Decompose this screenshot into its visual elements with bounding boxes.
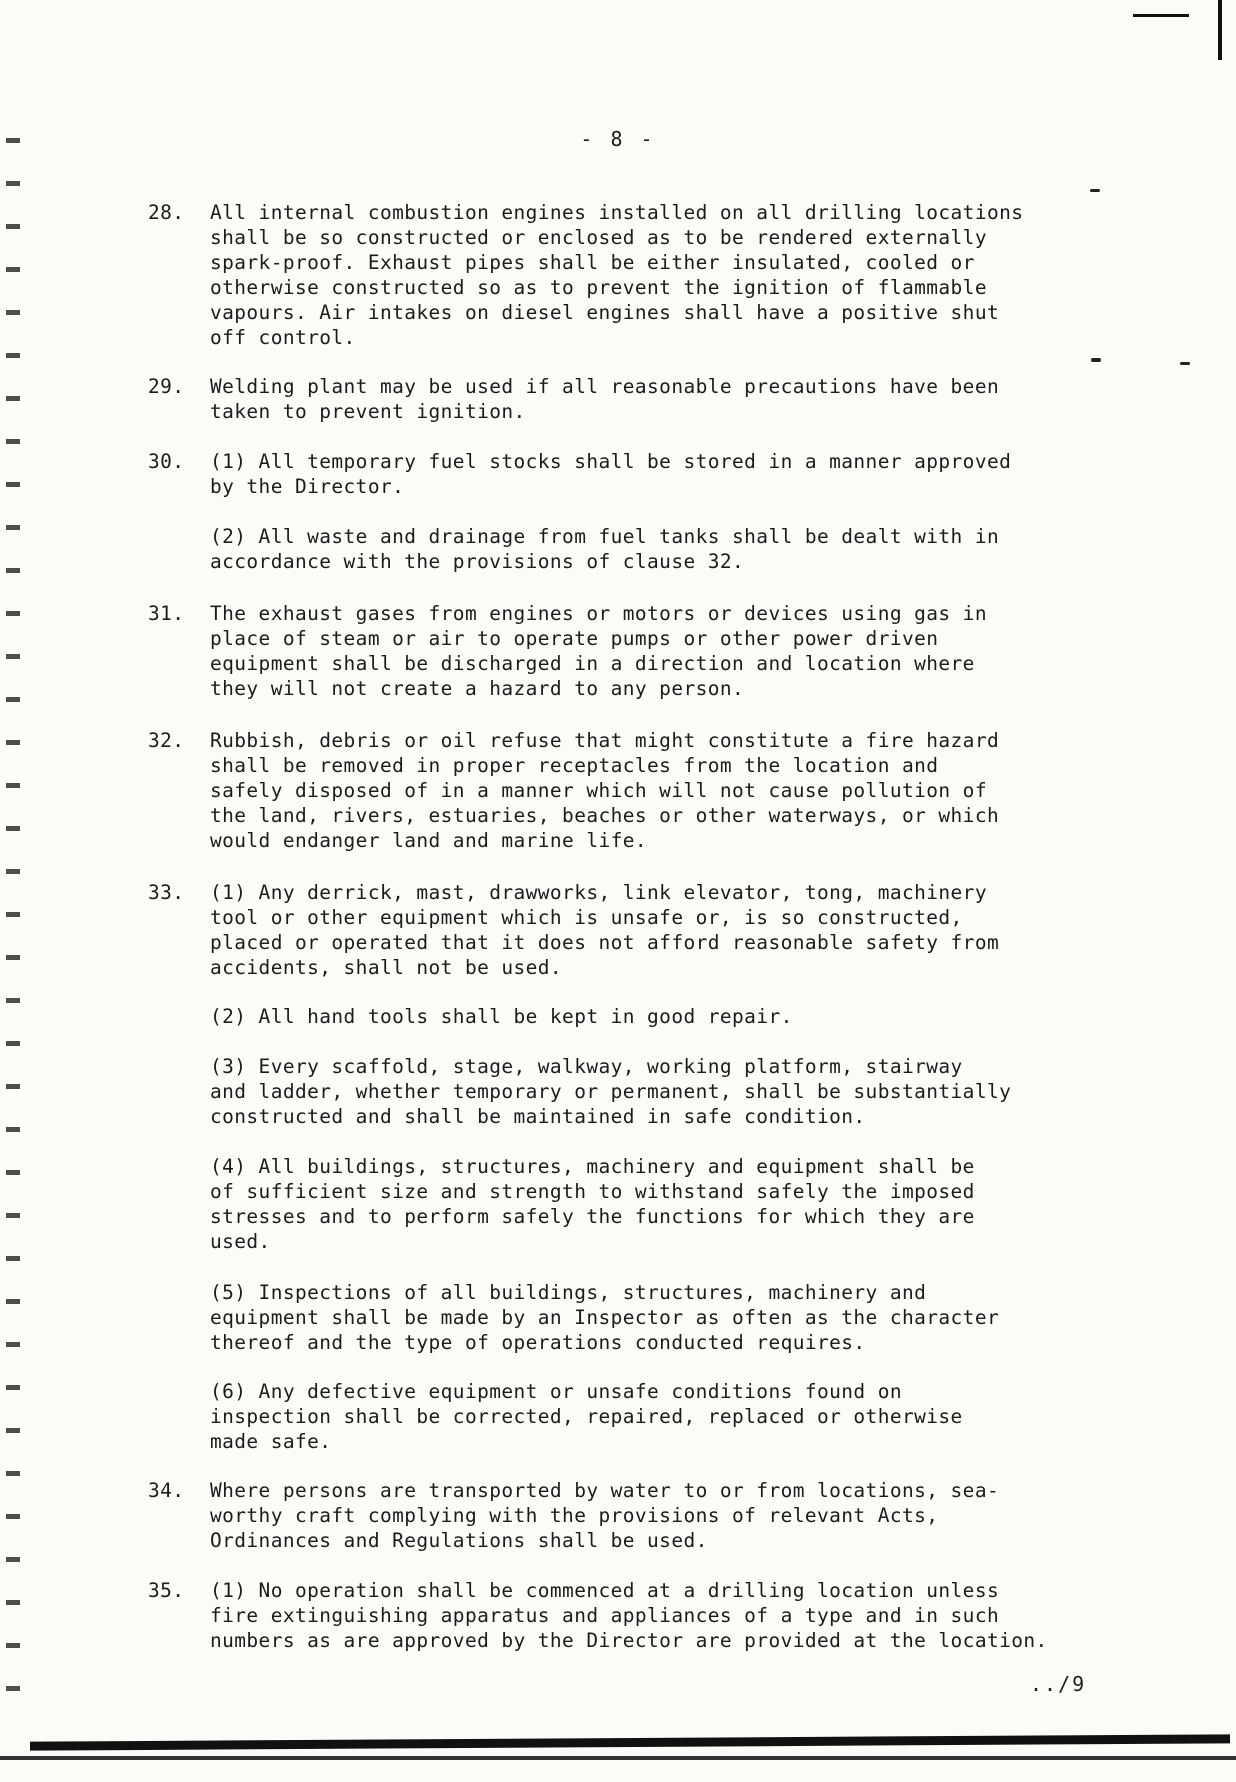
clause-text: All internal combustion engines installed on all drilling locations shall be so constructed or enclosed as to be rendered externally spark-proof. Exhaust pipes shall be either insulated, cooled or otherwise constructed so as to prevent the ignition of flammable vapours. Air intakes on diesel engines shall have a positive shut off control. xyxy=(210,201,1024,349)
clause-number: 33. xyxy=(148,881,185,904)
scan-speck xyxy=(1091,358,1101,362)
scan-bottom-rule xyxy=(0,1756,1236,1760)
scan-mark-right-edge xyxy=(1218,0,1222,60)
clause-number: 29. xyxy=(148,375,185,398)
subclause-text: (2) All hand tools shall be kept in good repair. xyxy=(210,1005,793,1028)
subclause-text: (2) All waste and drainage from fuel tanks shall be dealt with in accordance with the provisions of clause 32. xyxy=(210,525,1000,573)
clause-number: 34. xyxy=(148,1479,185,1502)
clause-text: Welding plant may be used if all reasonable precautions have been taken to prevent ignition. xyxy=(210,375,1000,423)
clause-text: Rubbish, debris or oil refuse that might constitute a fire hazard shall be removed in proper receptacles from the location and safely disposed of in a manner which will not cause pollution of the land, rivers, estuaries, beaches or other waterways, or which would endanger land and marine life. xyxy=(210,729,1000,852)
subclause-text: (1) Any derrick, mast, drawworks, link elevator, tong, machinery tool or other equipment which is unsafe or, is so constructed, placed or operated that it does not afford reasonable safety from accidents, shall not be used. xyxy=(210,881,1000,979)
subclause-text: (1) No operation shall be commenced at a drilling location unless fire extinguishing apparatus and appliances of a type and in such numbers as are approved by the Director are provided at the location. xyxy=(210,1579,1048,1652)
clause-number: 28. xyxy=(148,201,185,224)
subclause-text: (3) Every scaffold, stage, walkway, working platform, stairway and ladder, whether temporary or permanent, shall be substantially constructed and shall be maintained in safe condition. xyxy=(210,1055,1012,1128)
subclause-text: (1) All temporary fuel stocks shall be stored in a manner approved by the Director. xyxy=(210,450,1012,498)
continuation-marker: ../9 xyxy=(1030,1672,1087,1696)
scan-bottom-rule xyxy=(30,1734,1230,1750)
subclause-text: (5) Inspections of all buildings, structures, machinery and equipment shall be made by an Inspector as often as the character thereof and the type of operations conducted requires. xyxy=(210,1281,1000,1354)
clause-text: The exhaust gases from engines or motors or devices using gas in place of steam or air to operate pumps or other power driven equipment shall be discharged in a direction and location where they will not create a hazard to any person. xyxy=(210,602,987,700)
clause-number: 31. xyxy=(148,602,185,625)
clause-number: 30. xyxy=(148,450,185,473)
clause-number: 35. xyxy=(148,1579,185,1602)
subclause-text: (4) All buildings, structures, machinery and equipment shall be of sufficient size and strength to withstand safely the imposed stresses and to perform safely the functions for which they are used. xyxy=(210,1155,975,1253)
subclause-text: (6) Any defective equipment or unsafe conditions found on inspection shall be corrected, repaired, replaced or otherwise made safe. xyxy=(210,1380,963,1453)
clause-number: 32. xyxy=(148,729,185,752)
clause-text: Where persons are transported by water to or from locations, sea- worthy craft complying with the provisions of relevant Acts, Ordinances and Regulations shall be used. xyxy=(210,1479,1000,1552)
page-number: - 8 - xyxy=(580,127,656,151)
scan-speck xyxy=(1180,362,1190,365)
scan-margin-ticks xyxy=(6,100,20,1700)
scan-mark-top xyxy=(1133,14,1189,17)
scan-speck xyxy=(1090,189,1100,192)
